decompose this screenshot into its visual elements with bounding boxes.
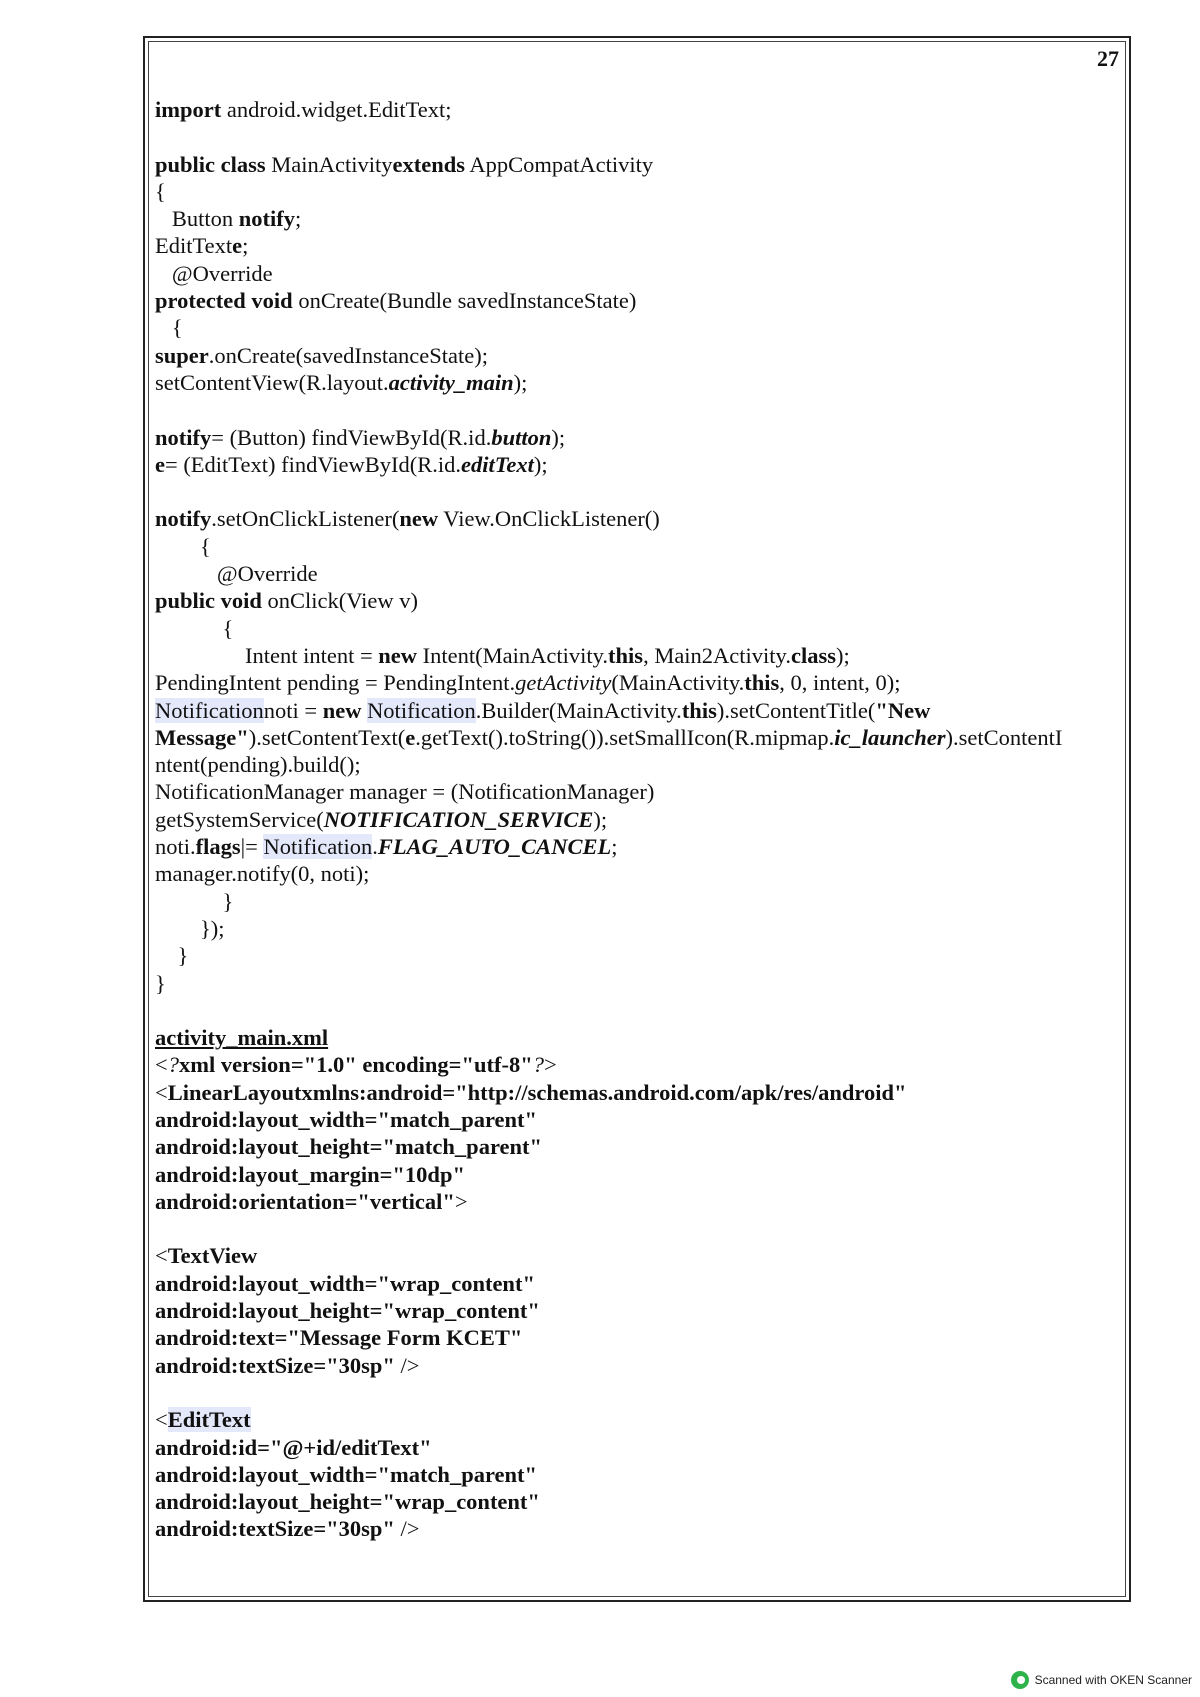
code-token: android:layout_width="wrap_content" xyxy=(155,1270,535,1296)
code-token: import xyxy=(155,97,222,122)
code-token: ); xyxy=(513,369,528,395)
code-token: notify xyxy=(238,206,296,232)
code-line xyxy=(155,1515,1123,1542)
blank-line xyxy=(155,478,1123,505)
code-line xyxy=(155,1324,1123,1351)
code-token: |= xyxy=(240,834,264,860)
code-token: new xyxy=(399,506,439,532)
code-token: flags xyxy=(195,834,241,860)
code-token: new xyxy=(322,697,362,723)
code-token: @Override xyxy=(155,561,318,587)
code-token: onClick(View v) xyxy=(261,588,419,614)
code-line xyxy=(155,1406,1123,1433)
code-token: extends xyxy=(392,151,466,177)
code-token: /> xyxy=(394,1352,420,1378)
code-token: } xyxy=(155,943,189,969)
code-token: > xyxy=(543,1052,557,1078)
code-line xyxy=(155,342,1123,369)
code-line xyxy=(155,642,1123,669)
scanner-watermark-text: Scanned with OKEN Scanner xyxy=(1034,1673,1192,1687)
code-token: NOTIFICATION_SERVICE xyxy=(323,806,594,832)
code-token: View.OnClickListener() xyxy=(438,506,660,532)
code-line xyxy=(155,1297,1123,1324)
code-line xyxy=(155,151,1123,178)
code-line xyxy=(155,724,1123,751)
code-token: android:layout_width="match_parent" xyxy=(155,1106,538,1132)
code-line xyxy=(155,451,1123,478)
blank-line xyxy=(155,123,1123,150)
code-token: activity_main.xml xyxy=(155,1025,329,1051)
code-token: Notification xyxy=(263,834,373,860)
code-token: android:id="@+id/editText" xyxy=(155,1434,432,1460)
code-token: < xyxy=(155,1052,168,1078)
code-token: android:textSize="30sp" xyxy=(155,1352,395,1378)
code-token: getSystemService( xyxy=(155,806,324,832)
code-token: android:orientation="vertical" xyxy=(155,1188,455,1214)
page-border xyxy=(143,36,1131,1602)
code-line xyxy=(155,888,1123,915)
code-line xyxy=(155,314,1123,341)
code-token: .onCreate(savedInstanceState); xyxy=(208,342,489,368)
code-token: android:layout_height="wrap_content" xyxy=(155,1489,540,1515)
code-token: e xyxy=(155,451,165,477)
code-token: android:textSize="30sp" xyxy=(155,1516,395,1542)
code-token: this xyxy=(681,697,717,723)
code-token: < xyxy=(155,1407,168,1433)
code-token: Message" xyxy=(155,724,249,750)
code-line xyxy=(155,1079,1123,1106)
code-token: LinearLayoutxmlns:android="http://schemas.android.com/apk/res/android" xyxy=(167,1079,907,1105)
code-token: EditText xyxy=(167,1407,251,1433)
code-token: Notification xyxy=(367,697,476,723)
code-line xyxy=(155,1188,1123,1215)
code-token: ); xyxy=(551,424,566,450)
code-token: this xyxy=(608,642,644,668)
code-token: Intent intent = xyxy=(155,642,379,668)
code-token: manager.notify(0, noti); xyxy=(155,861,370,887)
code-token: ); xyxy=(835,642,850,668)
code-token: = (Button) findViewById(R.id. xyxy=(211,424,492,450)
code-token: android:layout_height="match_parent" xyxy=(155,1134,543,1160)
code-line xyxy=(155,697,1123,724)
code-token: button xyxy=(491,424,552,450)
code-line xyxy=(155,587,1123,614)
code-token: .Builder(MainActivity. xyxy=(475,697,682,723)
code-token: .setOnClickListener( xyxy=(211,506,400,532)
code-token: android:layout_height="wrap_content" xyxy=(155,1298,540,1324)
code-line xyxy=(155,260,1123,287)
code-token: onCreate(Bundle savedInstanceState) xyxy=(292,288,637,314)
code-token: notify xyxy=(155,424,212,450)
blank-line xyxy=(155,1379,1123,1406)
code-token: activity_main xyxy=(388,369,514,395)
code-token: { xyxy=(155,315,183,341)
code-token: NotificationManager manager = (NotificationManager) xyxy=(155,779,655,805)
code-line xyxy=(155,1106,1123,1133)
code-token: ntent(pending).build(); xyxy=(155,752,361,778)
blank-line xyxy=(155,396,1123,423)
code-line xyxy=(155,1461,1123,1488)
code-token: @Override xyxy=(155,260,273,286)
code-token: ? xyxy=(532,1052,544,1078)
code-token: ); xyxy=(533,451,548,477)
code-line xyxy=(155,833,1123,860)
code-token: ? xyxy=(167,1052,179,1078)
code-token: android.widget.EditText; xyxy=(221,97,452,122)
code-token: super xyxy=(155,342,209,368)
code-line xyxy=(155,942,1123,969)
code-token: android:layout_width="match_parent" xyxy=(155,1461,538,1487)
code-line xyxy=(155,1270,1123,1297)
code-line xyxy=(155,369,1123,396)
code-token: , Main2Activity. xyxy=(643,642,791,668)
code-token: ; xyxy=(242,233,249,259)
code-token: MainActivity xyxy=(265,151,393,177)
code-token: TextView xyxy=(167,1243,258,1269)
code-token: .getText().toString()).setSmallIcon(R.mipmap. xyxy=(415,724,835,750)
code-listing xyxy=(155,96,1123,1543)
code-line xyxy=(155,615,1123,642)
code-token: = (EditText) findViewById(R.id. xyxy=(165,451,461,477)
code-token: (MainActivity. xyxy=(611,670,745,696)
code-line xyxy=(155,287,1123,314)
code-token: > xyxy=(454,1188,468,1214)
code-token: e xyxy=(232,233,243,259)
code-token: ); xyxy=(593,806,608,832)
code-line xyxy=(155,1488,1123,1515)
code-token: notify xyxy=(155,506,212,532)
code-line xyxy=(155,232,1123,259)
code-token: < xyxy=(155,1243,168,1269)
code-line xyxy=(155,1051,1123,1078)
code-token: noti. xyxy=(155,834,196,860)
code-token: < xyxy=(155,1079,168,1105)
code-token: { xyxy=(155,615,234,641)
code-token: public void xyxy=(155,588,262,614)
blank-line xyxy=(155,997,1123,1024)
code-token: { xyxy=(155,533,211,559)
code-token: noti = xyxy=(263,697,323,723)
code-token: new xyxy=(378,642,418,668)
code-token: "New xyxy=(875,697,931,723)
code-token: class xyxy=(790,642,836,668)
code-token: setContentView(R.layout. xyxy=(155,369,389,395)
scanner-watermark xyxy=(1011,1671,1192,1689)
code-token: public class xyxy=(155,151,266,177)
code-line xyxy=(155,1242,1123,1269)
code-token: getActivity xyxy=(515,670,612,696)
code-token: ).setContentTitle( xyxy=(716,697,876,723)
code-token: }); xyxy=(155,915,225,941)
code-line xyxy=(155,778,1123,805)
blank-line xyxy=(155,1215,1123,1242)
code-line xyxy=(155,806,1123,833)
code-token: ic_launcher xyxy=(834,724,946,750)
code-token: ).setContentText( xyxy=(248,724,406,750)
code-line xyxy=(155,560,1123,587)
code-line xyxy=(155,178,1123,205)
code-line xyxy=(155,205,1123,232)
code-line xyxy=(155,505,1123,532)
code-line xyxy=(155,96,1123,123)
code-token: PendingIntent pending = PendingIntent. xyxy=(155,670,516,696)
code-token: /> xyxy=(394,1516,420,1542)
code-line xyxy=(155,1434,1123,1461)
code-token: EditText xyxy=(155,233,233,259)
code-token: android:text="Message Form KCET" xyxy=(155,1325,523,1351)
code-line xyxy=(155,915,1123,942)
page-number: 27 xyxy=(1097,46,1119,71)
code-line xyxy=(155,751,1123,778)
code-token: Button xyxy=(155,206,239,232)
code-line xyxy=(155,860,1123,887)
code-token: AppCompatActivity xyxy=(465,151,654,177)
code-token: } xyxy=(155,888,234,914)
code-token: FLAG_AUTO_CANCEL xyxy=(377,834,612,860)
code-token: , 0, intent, 0); xyxy=(779,670,901,696)
code-token: Intent(MainActivity. xyxy=(417,642,609,668)
code-token: protected void xyxy=(155,288,293,314)
code-line xyxy=(155,669,1123,696)
code-line xyxy=(155,1133,1123,1160)
code-line xyxy=(155,1024,1123,1051)
code-token: android:layout_margin="10dp" xyxy=(155,1161,465,1187)
code-line xyxy=(155,533,1123,560)
code-token: ; xyxy=(295,206,302,232)
code-token: this xyxy=(744,670,780,696)
code-token: editText xyxy=(460,451,534,477)
code-token: . xyxy=(372,834,378,860)
code-token: e xyxy=(405,724,416,750)
code-token: Notification xyxy=(155,697,264,723)
code-token: ).setContentI xyxy=(945,724,1063,750)
code-line xyxy=(155,1352,1123,1379)
code-token: } xyxy=(155,970,166,996)
code-line xyxy=(155,970,1123,997)
okn-scanner-logo-icon xyxy=(1011,1671,1029,1689)
code-token: ; xyxy=(611,834,618,860)
code-line xyxy=(155,1161,1123,1188)
code-token: { xyxy=(155,178,166,204)
code-token: xml version="1.0" encoding="utf-8" xyxy=(178,1052,533,1078)
code-line xyxy=(155,424,1123,451)
